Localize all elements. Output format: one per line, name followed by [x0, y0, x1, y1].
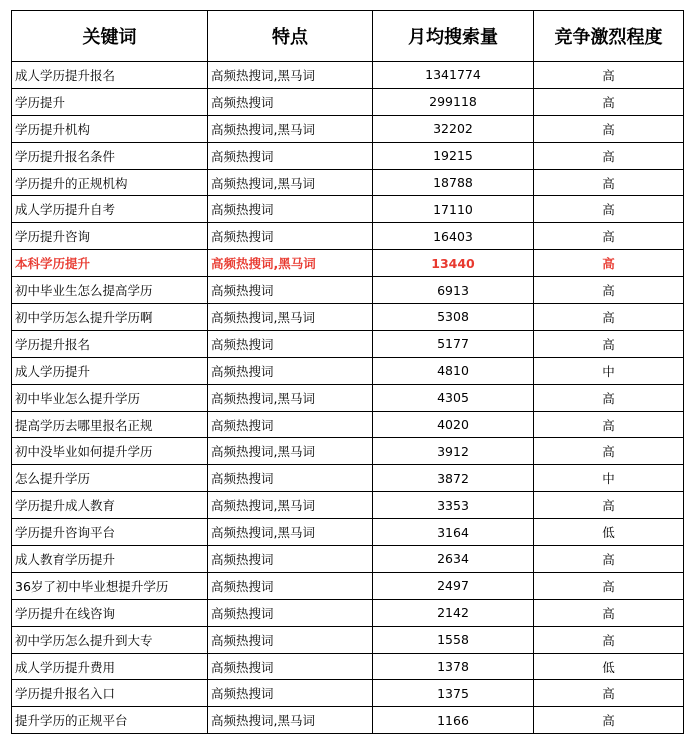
cell-keyword: 学历提升成人教育: [12, 492, 208, 519]
cell-feature: 高频热搜词,黑马词: [208, 62, 373, 89]
cell-feature: 高频热搜词: [208, 465, 373, 492]
cell-monthly-volume: 13440: [373, 250, 534, 277]
cell-feature: 高频热搜词: [208, 572, 373, 599]
cell-feature: 高频热搜词: [208, 196, 373, 223]
header-monthly-volume: 月均搜索量: [373, 11, 534, 62]
cell-monthly-volume: 2142: [373, 599, 534, 626]
keyword-table: [11, 10, 684, 734]
table-row: [12, 88, 684, 115]
cell-feature: 高频热搜词,黑马词: [208, 115, 373, 142]
cell-feature: 高频热搜词,黑马词: [208, 384, 373, 411]
cell-feature: 高频热搜词,黑马词: [208, 304, 373, 331]
cell-feature: 高频热搜词: [208, 88, 373, 115]
cell-feature: 高频热搜词,黑马词: [208, 250, 373, 277]
cell-keyword: 36岁了初中毕业想提升学历: [12, 572, 208, 599]
cell-monthly-volume: 5177: [373, 330, 534, 357]
cell-competition: 高: [534, 626, 684, 653]
table-row: [12, 304, 684, 331]
cell-feature: 高频热搜词: [208, 626, 373, 653]
cell-keyword: 成人教育学历提升: [12, 546, 208, 573]
cell-keyword: 初中没毕业如何提升学历: [12, 438, 208, 465]
table-row: [12, 546, 684, 573]
cell-feature: 高频热搜词,黑马词: [208, 169, 373, 196]
cell-feature: 高频热搜词,黑马词: [208, 492, 373, 519]
cell-monthly-volume: 299118: [373, 88, 534, 115]
cell-competition: 高: [534, 277, 684, 304]
cell-monthly-volume: 4305: [373, 384, 534, 411]
table-row: [12, 519, 684, 546]
table-row: [12, 492, 684, 519]
header-competition: 竞争激烈程度: [534, 11, 684, 62]
cell-monthly-volume: 18788: [373, 169, 534, 196]
table-row: [12, 357, 684, 384]
cell-monthly-volume: 1341774: [373, 62, 534, 89]
cell-keyword: 学历提升的正规机构: [12, 169, 208, 196]
table-row: [12, 169, 684, 196]
table-row: [12, 599, 684, 626]
cell-competition: 高: [534, 438, 684, 465]
cell-keyword: 初中毕业生怎么提高学历: [12, 277, 208, 304]
cell-keyword: 学历提升: [12, 88, 208, 115]
cell-monthly-volume: 2497: [373, 572, 534, 599]
table-row: [12, 653, 684, 680]
cell-competition: 高: [534, 707, 684, 734]
cell-keyword: 提升学历的正规平台: [12, 707, 208, 734]
header-keyword: 关键词: [12, 11, 208, 62]
cell-feature: 高频热搜词: [208, 330, 373, 357]
cell-feature: 高频热搜词: [208, 680, 373, 707]
cell-monthly-volume: 3912: [373, 438, 534, 465]
cell-keyword: 提高学历去哪里报名正规: [12, 411, 208, 438]
cell-monthly-volume: 1375: [373, 680, 534, 707]
cell-feature: 高频热搜词: [208, 411, 373, 438]
cell-feature: 高频热搜词,黑马词: [208, 438, 373, 465]
cell-competition: 高: [534, 599, 684, 626]
cell-competition: 高: [534, 88, 684, 115]
table-row: [12, 330, 684, 357]
table-row: [12, 115, 684, 142]
cell-keyword: 学历提升机构: [12, 115, 208, 142]
cell-competition: 中: [534, 357, 684, 384]
cell-monthly-volume: 19215: [373, 142, 534, 169]
cell-keyword: 学历提升咨询: [12, 223, 208, 250]
cell-keyword: 学历提升报名入口: [12, 680, 208, 707]
cell-monthly-volume: 1378: [373, 653, 534, 680]
table-row: [12, 223, 684, 250]
cell-keyword: 初中毕业怎么提升学历: [12, 384, 208, 411]
table-row: [12, 142, 684, 169]
cell-competition: 高: [534, 62, 684, 89]
cell-feature: 高频热搜词,黑马词: [208, 707, 373, 734]
cell-monthly-volume: 6913: [373, 277, 534, 304]
cell-feature: 高频热搜词,黑马词: [208, 519, 373, 546]
cell-competition: 高: [534, 680, 684, 707]
table-row: [12, 384, 684, 411]
cell-competition: 高: [534, 169, 684, 196]
table-row: [12, 707, 684, 734]
table-row: [12, 277, 684, 304]
table-row: [12, 250, 684, 277]
cell-feature: 高频热搜词: [208, 357, 373, 384]
cell-competition: 高: [534, 115, 684, 142]
cell-monthly-volume: 32202: [373, 115, 534, 142]
cell-competition: 高: [534, 411, 684, 438]
cell-monthly-volume: 3164: [373, 519, 534, 546]
cell-feature: 高频热搜词: [208, 599, 373, 626]
cell-monthly-volume: 1166: [373, 707, 534, 734]
cell-monthly-volume: 17110: [373, 196, 534, 223]
cell-feature: 高频热搜词: [208, 546, 373, 573]
cell-monthly-volume: 3872: [373, 465, 534, 492]
cell-monthly-volume: 2634: [373, 546, 534, 573]
cell-competition: 高: [534, 384, 684, 411]
cell-competition: 高: [534, 142, 684, 169]
table-row: [12, 572, 684, 599]
header-feature: 特点: [208, 11, 373, 62]
table-row: [12, 680, 684, 707]
cell-monthly-volume: 4020: [373, 411, 534, 438]
table-body: [12, 62, 684, 734]
cell-keyword: 成人学历提升自考: [12, 196, 208, 223]
cell-competition: 高: [534, 304, 684, 331]
cell-competition: 高: [534, 572, 684, 599]
cell-keyword: 初中学历怎么提升到大专: [12, 626, 208, 653]
cell-keyword: 成人学历提升报名: [12, 62, 208, 89]
cell-competition: 高: [534, 546, 684, 573]
cell-competition: 低: [534, 653, 684, 680]
cell-keyword: 学历提升报名条件: [12, 142, 208, 169]
cell-competition: 高: [534, 330, 684, 357]
table-row: [12, 196, 684, 223]
cell-feature: 高频热搜词: [208, 653, 373, 680]
cell-keyword: 学历提升咨询平台: [12, 519, 208, 546]
keyword-table-container: [11, 10, 684, 734]
cell-keyword: 本科学历提升: [12, 250, 208, 277]
cell-competition: 高: [534, 250, 684, 277]
cell-competition: 中: [534, 465, 684, 492]
cell-keyword: 学历提升报名: [12, 330, 208, 357]
table-row: [12, 438, 684, 465]
cell-keyword: 学历提升在线咨询: [12, 599, 208, 626]
cell-feature: 高频热搜词: [208, 223, 373, 250]
cell-feature: 高频热搜词: [208, 277, 373, 304]
table-row: [12, 62, 684, 89]
cell-competition: 高: [534, 492, 684, 519]
cell-monthly-volume: 3353: [373, 492, 534, 519]
cell-competition: 高: [534, 196, 684, 223]
table-row: [12, 465, 684, 492]
table-row: [12, 411, 684, 438]
cell-monthly-volume: 16403: [373, 223, 534, 250]
cell-keyword: 初中学历怎么提升学历啊: [12, 304, 208, 331]
table-header-row: [12, 11, 684, 62]
cell-monthly-volume: 1558: [373, 626, 534, 653]
cell-keyword: 怎么提升学历: [12, 465, 208, 492]
cell-monthly-volume: 4810: [373, 357, 534, 384]
cell-monthly-volume: 5308: [373, 304, 534, 331]
cell-keyword: 成人学历提升: [12, 357, 208, 384]
cell-keyword: 成人学历提升费用: [12, 653, 208, 680]
cell-competition: 低: [534, 519, 684, 546]
table-row: [12, 626, 684, 653]
cell-feature: 高频热搜词: [208, 142, 373, 169]
cell-competition: 高: [534, 223, 684, 250]
